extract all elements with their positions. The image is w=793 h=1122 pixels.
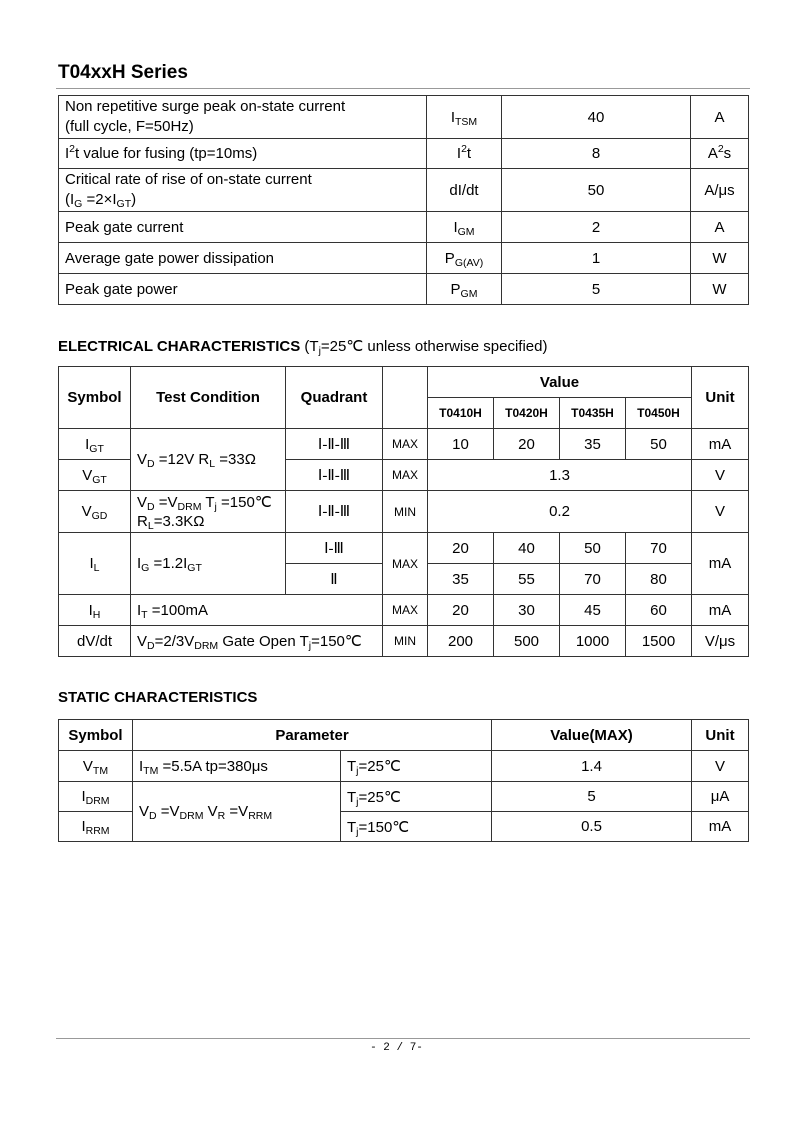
value-cell: 60 bbox=[626, 595, 692, 626]
temperature-cell: $T_j=25℃$ bbox=[341, 782, 492, 812]
model-header: T0435H bbox=[560, 398, 626, 429]
value-cell: 20 bbox=[428, 595, 494, 626]
value-cell: 1.3 bbox=[428, 460, 692, 491]
table-row bbox=[59, 595, 749, 626]
header-row bbox=[59, 720, 749, 751]
value-cell: 0.2 bbox=[428, 491, 692, 533]
model-header: T0420H bbox=[494, 398, 560, 429]
unit-cell: W bbox=[691, 274, 749, 305]
value-cell: 200 bbox=[428, 626, 494, 657]
header-row bbox=[59, 367, 749, 398]
value-cell: 5 bbox=[492, 782, 692, 812]
value-cell: 55 bbox=[494, 564, 560, 595]
value-cell: 20 bbox=[494, 429, 560, 460]
quadrant-cell: Ⅱ bbox=[286, 564, 383, 595]
unit-cell: A bbox=[691, 212, 749, 243]
parameter-cell: $V_D =V_{DRM}$ $V_R =V_{RRM}$ bbox=[133, 782, 341, 842]
table-row bbox=[59, 139, 749, 169]
symbol-cell: $I_{RRM}$ bbox=[59, 812, 133, 842]
symbol-cell: $I_{TSM}$ bbox=[427, 96, 502, 139]
unit-cell: A/μs bbox=[691, 169, 749, 212]
unit-cell: mA bbox=[692, 533, 749, 595]
unit-cell: V/μs bbox=[692, 626, 749, 657]
symbol-cell: $P_{GM}$ bbox=[427, 274, 502, 305]
param-cell: Non repetitive surge peak on-state current (full cycle, F=50Hz) bbox=[59, 96, 427, 139]
value-cell: 20 bbox=[428, 533, 494, 564]
parameter-header: Parameter bbox=[133, 720, 492, 751]
model-header: T0450H bbox=[626, 398, 692, 429]
symbol-header: Symbol bbox=[59, 367, 131, 429]
symbol-header: Symbol bbox=[59, 720, 133, 751]
table-row bbox=[59, 274, 749, 305]
parameter-cell: $I_{TM} =5.5A$ tp=380μs bbox=[133, 751, 341, 782]
value-cell: 1 bbox=[502, 243, 691, 274]
value-cell: 1000 bbox=[560, 626, 626, 657]
value-cell: 45 bbox=[560, 595, 626, 626]
symbol-cell: $I^2t$ bbox=[427, 139, 502, 169]
unit-cell: mA bbox=[692, 812, 749, 842]
quadrant-header: Quadrant bbox=[286, 367, 383, 429]
unit-cell: mA bbox=[692, 429, 749, 460]
value-cell: 10 bbox=[428, 429, 494, 460]
quadrant-cell: Ⅰ-Ⅱ-Ⅲ bbox=[286, 429, 383, 460]
title-divider bbox=[56, 88, 750, 89]
table-row bbox=[59, 491, 749, 533]
footer-divider bbox=[56, 1038, 750, 1039]
test-condition-cell: $V_D =V_{DRM}$ $T_j$ =150℃ $R_L=3.3K\Omega$ bbox=[131, 491, 286, 533]
test-condition-cell: $I_T =100mA$ bbox=[131, 595, 383, 626]
model-header: T0410H bbox=[428, 398, 494, 429]
value-cell: 80 bbox=[626, 564, 692, 595]
test-condition-cell: $I_G =1.2I_{GT}$ bbox=[131, 533, 286, 595]
test-condition-cell: $V_D=2/3V_{DRM}$ Gate Open $T_j=150℃$ bbox=[131, 626, 383, 657]
value-cell: 5 bbox=[502, 274, 691, 305]
table-row bbox=[59, 751, 749, 782]
temperature-cell: $T_j=150℃$ bbox=[341, 812, 492, 842]
page-number: - 2 / 7- bbox=[370, 1042, 423, 1054]
value-cell: 35 bbox=[560, 429, 626, 460]
symbol-cell: $V_{GT}$ bbox=[59, 460, 131, 491]
symbol-cell: $I_{GM}$ bbox=[427, 212, 502, 243]
value-cell: 50 bbox=[502, 169, 691, 212]
value-cell: 1500 bbox=[626, 626, 692, 657]
symbol-cell: $P_{G(AV)}$ bbox=[427, 243, 502, 274]
unit-cell: $A^2s$ bbox=[691, 139, 749, 169]
table-row bbox=[59, 243, 749, 274]
unit-cell: μA bbox=[692, 782, 749, 812]
table-row bbox=[59, 782, 749, 812]
value-cell: 8 bbox=[502, 139, 691, 169]
symbol-cell: dI/dt bbox=[427, 169, 502, 212]
symbol-cell: $I_{GT}$ bbox=[59, 429, 131, 460]
static-table bbox=[58, 719, 749, 842]
value-cell: 50 bbox=[560, 533, 626, 564]
value-header: Value bbox=[428, 367, 692, 398]
unit-cell: mA bbox=[692, 595, 749, 626]
test-condition-header: Test Condition bbox=[131, 367, 286, 429]
param-cell: Critical rate of rise of on-state current $(I_G =2\times I_{GT})$ bbox=[59, 169, 427, 212]
table-row bbox=[59, 212, 749, 243]
quadrant-cell: Ⅰ-Ⅲ bbox=[286, 533, 383, 564]
param-cell: $I^2t$ value for fusing (tp=10ms) bbox=[59, 139, 427, 169]
unit-cell: V bbox=[692, 460, 749, 491]
unit-cell: V bbox=[692, 751, 749, 782]
symbol-cell: $I_{DRM}$ bbox=[59, 782, 133, 812]
limit-cell: MAX bbox=[383, 429, 428, 460]
table-row bbox=[59, 626, 749, 657]
symbol-cell: $I_H$ bbox=[59, 595, 131, 626]
value-cell: 1.4 bbox=[492, 751, 692, 782]
limit-header bbox=[383, 367, 428, 429]
unit-header: Unit bbox=[692, 367, 749, 429]
table-row bbox=[59, 533, 749, 564]
table-row bbox=[59, 96, 749, 139]
param-cell: Peak gate current bbox=[59, 212, 427, 243]
quadrant-cell: Ⅰ-Ⅱ-Ⅲ bbox=[286, 491, 383, 533]
param-cell: Peak gate power bbox=[59, 274, 427, 305]
symbol-cell: $I_L$ bbox=[59, 533, 131, 595]
test-condition-cell: $V_D =12V$ $R_L =33\Omega$ bbox=[131, 429, 286, 491]
symbol-cell: $V_{TM}$ bbox=[59, 751, 133, 782]
value-cell: 35 bbox=[428, 564, 494, 595]
limit-cell: MAX bbox=[383, 595, 428, 626]
unit-cell: W bbox=[691, 243, 749, 274]
value-cell: 500 bbox=[494, 626, 560, 657]
limit-cell: MAX bbox=[383, 460, 428, 491]
unit-cell: V bbox=[692, 491, 749, 533]
unit-header: Unit bbox=[692, 720, 749, 751]
page-title: T04xxH Series bbox=[58, 62, 188, 83]
temperature-cell: $T_j=25℃$ bbox=[341, 751, 492, 782]
limit-cell: MAX bbox=[383, 533, 428, 595]
unit-cell: A bbox=[691, 96, 749, 139]
param-cell: Average gate power dissipation bbox=[59, 243, 427, 274]
value-cell: 0.5 bbox=[492, 812, 692, 842]
value-cell: 40 bbox=[494, 533, 560, 564]
table-row bbox=[59, 169, 749, 212]
value-cell: 30 bbox=[494, 595, 560, 626]
value-cell: 70 bbox=[560, 564, 626, 595]
value-cell: 40 bbox=[502, 96, 691, 139]
ratings-table bbox=[58, 95, 749, 305]
value-cell: 70 bbox=[626, 533, 692, 564]
table-row bbox=[59, 429, 749, 460]
limit-cell: MIN bbox=[383, 626, 428, 657]
value-cell: 50 bbox=[626, 429, 692, 460]
electrical-heading: ELECTRICAL CHARACTERISTICS ($T_j=25℃$ unless otherwise specified) bbox=[58, 338, 548, 357]
quadrant-cell: Ⅰ-Ⅱ-Ⅲ bbox=[286, 460, 383, 491]
electrical-table bbox=[58, 366, 749, 657]
symbol-cell: $V_{GD}$ bbox=[59, 491, 131, 533]
symbol-cell: dV/dt bbox=[59, 626, 131, 657]
limit-cell: MIN bbox=[383, 491, 428, 533]
value-header: Value(MAX) bbox=[492, 720, 692, 751]
value-cell: 2 bbox=[502, 212, 691, 243]
static-heading: STATIC CHARACTERISTICS bbox=[58, 689, 258, 706]
